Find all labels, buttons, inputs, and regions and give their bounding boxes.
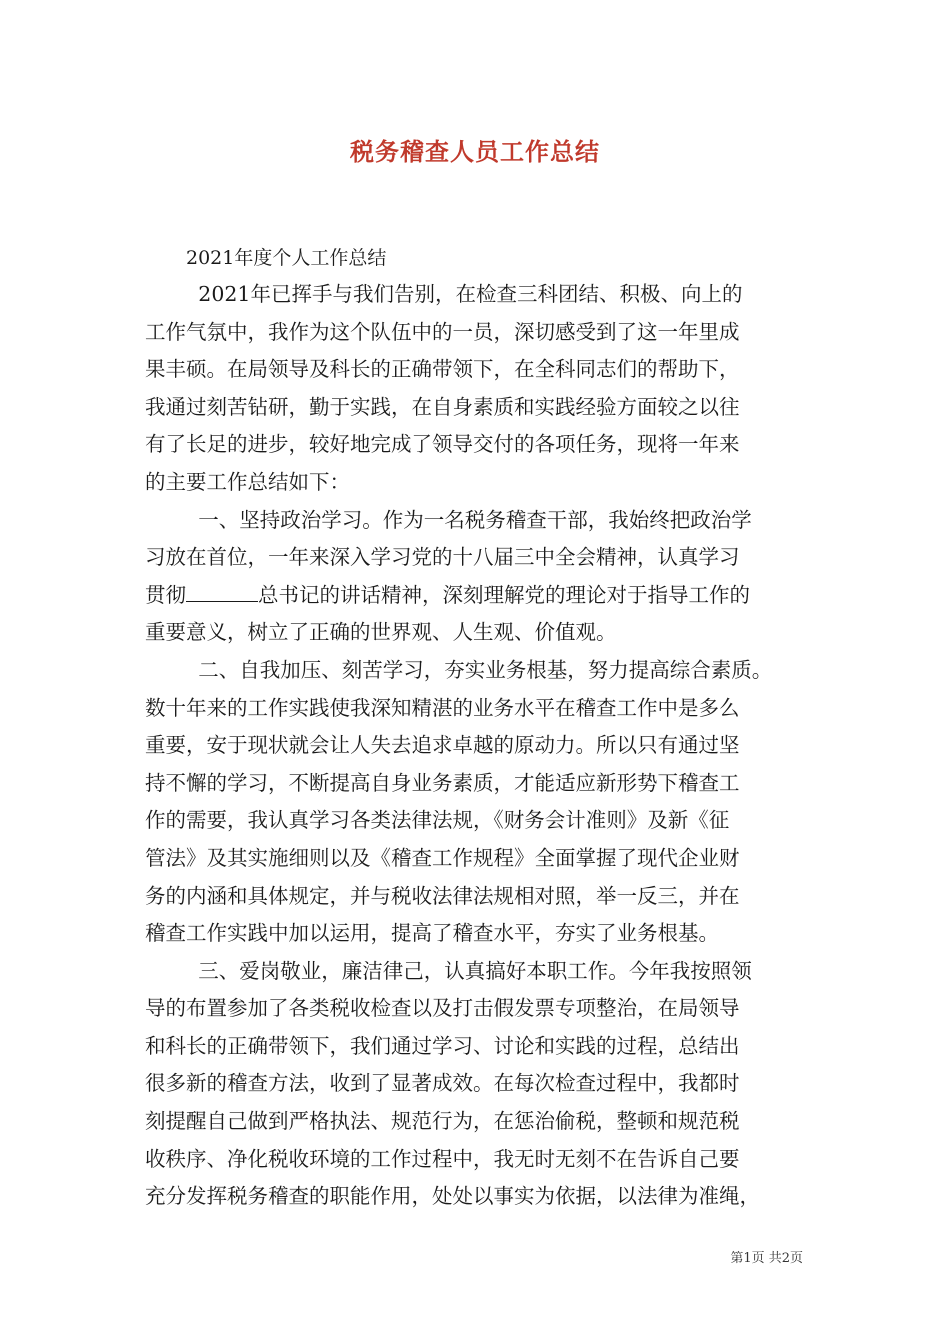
- redacted-blank: [186, 583, 258, 602]
- subtitle: 2021年度个人工作总结: [186, 247, 387, 269]
- text-line: 充分发挥税务稽查的职能作用，处处以事实为依据，以法律为准绳，: [145, 1184, 760, 1209]
- text-line: 果丰硕。在局领导及科长的正确带领下，在全科同志们的帮助下，: [145, 357, 740, 382]
- page-number: 第1页 共2页: [730, 1251, 803, 1266]
- paragraph-study: [145, 652, 807, 953]
- document-body: [145, 276, 807, 1216]
- text-line: 刻提醒自己做到严格执法、规范行为，在惩治偷税，整顿和规范税: [145, 1109, 740, 1134]
- text-line: 有了长足的进步，较好地完成了领导交付的各项任务，现将一年来: [145, 432, 740, 457]
- page-title: 税务稽查人员工作总结: [350, 137, 600, 166]
- text-line: 作的需要，我认真学习各类法律法规，《财务会计准则》及新《征: [145, 808, 730, 833]
- text-line: 和科长的正确带领下，我们通过学习、讨论和实践的过程，总结出: [145, 1033, 740, 1058]
- text-line: 收秩序、净化税收环境的工作过程中，我无时无刻不在告诉自己要: [145, 1146, 740, 1171]
- paragraph-politics: [145, 502, 807, 652]
- text-line-with-blank: [145, 577, 807, 615]
- text-line: 习放在首位，一年来深入学习党的十八届三中全会精神，认真学习: [145, 545, 740, 570]
- text-line: 持不懈的学习，不断提高自身业务素质，才能适应新形势下稽查工: [145, 770, 740, 795]
- text-segment: 贯彻: [145, 582, 186, 607]
- text-line: 的主要工作总结如下：: [145, 469, 350, 494]
- text-line: 我通过刻苦钻研，勤于实践，在自身素质和实践经验方面较之以往: [145, 394, 740, 419]
- paragraph-intro: [145, 276, 807, 502]
- text-line: 重要意义，树立了正确的世界观、人生观、价值观。: [145, 620, 617, 645]
- text-line: 工作气氛中，我作为这个队伍中的一员，深切感受到了这一年里成: [145, 319, 740, 344]
- text-line: 二、自我加压、刻苦学习，夯实业务根基，努力提高综合素质。: [198, 657, 773, 682]
- text-line: 务的内涵和具体规定，并与税收法律法规相对照，举一反三，并在: [145, 883, 740, 908]
- text-segment: 总书记的讲话精神，深刻理解党的理论对于指导工作的: [258, 582, 750, 607]
- text-line: 很多新的稽查方法，收到了显著成效。在每次检查过程中，我都时: [145, 1071, 740, 1096]
- paragraph-dedication: [145, 953, 807, 1216]
- text-line: 导的布置参加了各类税收检查以及打击假发票专项整治，在局领导: [145, 996, 740, 1021]
- text-line: 重要，安于现状就会让人失去追求卓越的原动力。所以只有通过坚: [145, 733, 740, 758]
- text-line: 数十年来的工作实践使我深知精湛的业务水平在稽查工作中是多么: [145, 695, 740, 720]
- text-line: 2021年已挥手与我们告别，在检查三科团结、积极、向上的: [198, 282, 743, 306]
- text-line: 一、坚持政治学习。作为一名税务稽查干部，我始终把政治学: [198, 507, 752, 532]
- text-line: 稽查工作实践中加以运用，提高了稽查水平，夯实了业务根基。: [145, 921, 719, 946]
- text-line: 三、爱岗敬业，廉洁律己，认真搞好本职工作。今年我按照领: [198, 958, 752, 983]
- text-line: 管法》及其实施细则以及《稽查工作规程》全面掌握了现代企业财: [145, 845, 740, 870]
